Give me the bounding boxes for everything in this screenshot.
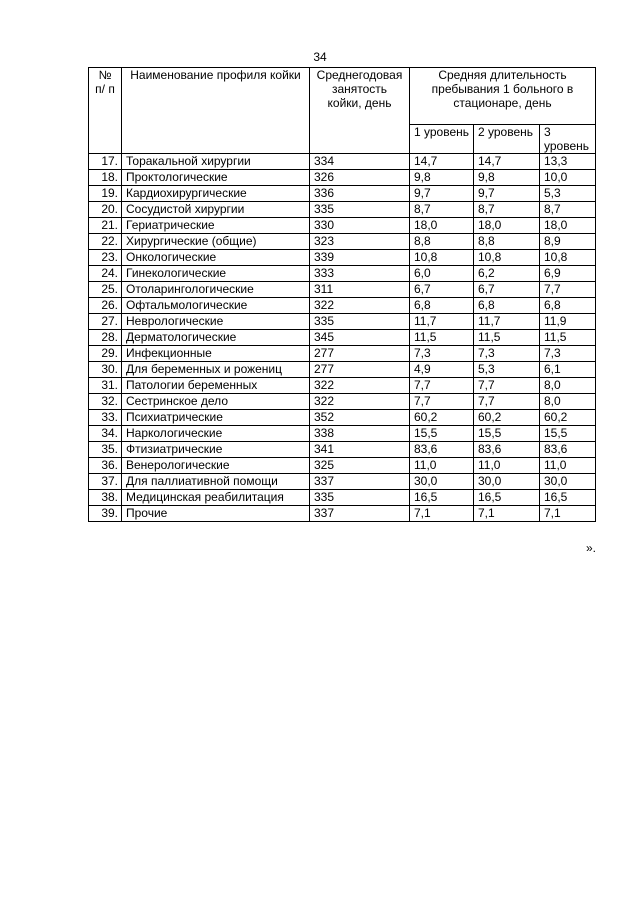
profile-name-cell: Торакальной хирургии [122,154,310,170]
occupancy-cell: 277 [310,346,410,362]
table-row [89,378,596,394]
row-number-cell: 17. [89,154,122,170]
level-3-cell: 11,5 [540,330,596,346]
profile-name-cell: Инфекционные [122,346,310,362]
profile-name-cell: Хирургические (общие) [122,234,310,250]
profile-name-cell: Венерологические [122,458,310,474]
level-3-cell: 10,0 [540,170,596,186]
level-1-cell: 18,0 [410,218,474,234]
level-3-cell: 60,2 [540,410,596,426]
level-1-cell: 7,7 [410,378,474,394]
occupancy-cell: 352 [310,410,410,426]
level-3-cell: 30,0 [540,474,596,490]
level-1-cell: 10,8 [410,250,474,266]
table-row [89,218,596,234]
level-1-cell: 7,7 [410,394,474,410]
level-1-cell: 16,5 [410,490,474,506]
level-2-cell: 14,7 [474,154,540,170]
closing-quote-mark: ». [586,541,597,555]
level-2-cell: 18,0 [474,218,540,234]
level-2-cell: 15,5 [474,426,540,442]
profile-name-cell: Прочие [122,506,310,522]
table-row [89,442,596,458]
table-row [89,426,596,442]
row-number-cell: 19. [89,186,122,202]
row-number-cell: 29. [89,346,122,362]
level-3-cell: 16,5 [540,490,596,506]
bed-profile-table [88,67,596,522]
profile-name-cell: Гериатрические [122,218,310,234]
level-2-cell: 8,7 [474,202,540,218]
table-row [89,250,596,266]
profile-name-cell: Сестринское дело [122,394,310,410]
profile-name-cell: Неврологические [122,314,310,330]
level-3-cell: 11,0 [540,458,596,474]
profile-name-cell: Проктологические [122,170,310,186]
profile-name-cell: Офтальмологические [122,298,310,314]
header-duration: Средняя длительность пребывания 1 больного в стационаре, день [410,68,596,125]
profile-name-cell: Гинекологические [122,266,310,282]
level-3-cell: 15,5 [540,426,596,442]
header-level-1: 1 уровень [410,125,474,154]
level-3-cell: 10,8 [540,250,596,266]
row-number-cell: 36. [89,458,122,474]
table-row [89,362,596,378]
table-row [89,314,596,330]
profile-name-cell: Кардиохирургические [122,186,310,202]
table-row [89,266,596,282]
level-1-cell: 8,8 [410,234,474,250]
occupancy-cell: 333 [310,266,410,282]
header-num: № п/ п [89,68,122,154]
occupancy-cell: 337 [310,474,410,490]
level-3-cell: 8,0 [540,378,596,394]
occupancy-cell: 325 [310,458,410,474]
occupancy-cell: 335 [310,314,410,330]
level-3-cell: 7,1 [540,506,596,522]
level-2-cell: 8,8 [474,234,540,250]
level-2-cell: 9,8 [474,170,540,186]
row-number-cell: 30. [89,362,122,378]
level-1-cell: 9,8 [410,170,474,186]
level-3-cell: 7,3 [540,346,596,362]
row-number-cell: 23. [89,250,122,266]
table-row [89,458,596,474]
level-3-cell: 8,9 [540,234,596,250]
row-number-cell: 35. [89,442,122,458]
level-1-cell: 6,7 [410,282,474,298]
occupancy-cell: 335 [310,490,410,506]
level-2-cell: 11,0 [474,458,540,474]
header-level-2: 2 уровень [474,125,540,154]
table-row [89,506,596,522]
row-number-cell: 26. [89,298,122,314]
level-2-cell: 83,6 [474,442,540,458]
level-1-cell: 15,5 [410,426,474,442]
level-3-cell: 6,8 [540,298,596,314]
level-1-cell: 11,7 [410,314,474,330]
level-2-cell: 7,3 [474,346,540,362]
level-1-cell: 30,0 [410,474,474,490]
level-2-cell: 60,2 [474,410,540,426]
table-row [89,490,596,506]
level-1-cell: 60,2 [410,410,474,426]
row-number-cell: 27. [89,314,122,330]
table-row [89,234,596,250]
row-number-cell: 22. [89,234,122,250]
table-row [89,202,596,218]
table-row [89,410,596,426]
level-3-cell: 7,7 [540,282,596,298]
occupancy-cell: 330 [310,218,410,234]
table-row [89,282,596,298]
profile-name-cell: Фтизиатрические [122,442,310,458]
table-header-row [89,68,596,125]
profile-name-cell: Медицинская реабилитация [122,490,310,506]
table-row [89,330,596,346]
profile-name-cell: Для паллиативной помощи [122,474,310,490]
level-2-cell: 6,8 [474,298,540,314]
row-number-cell: 39. [89,506,122,522]
level-3-cell: 6,9 [540,266,596,282]
row-number-cell: 25. [89,282,122,298]
level-1-cell: 9,7 [410,186,474,202]
level-3-cell: 6,1 [540,362,596,378]
row-number-cell: 38. [89,490,122,506]
header-name: Наименование профиля койки [122,68,310,154]
row-number-cell: 34. [89,426,122,442]
occupancy-cell: 336 [310,186,410,202]
occupancy-cell: 338 [310,426,410,442]
header-occupancy: Среднегодовая занятость койки, день [310,68,410,154]
level-3-cell: 83,6 [540,442,596,458]
row-number-cell: 20. [89,202,122,218]
level-2-cell: 9,7 [474,186,540,202]
profile-name-cell: Для беременных и рожениц [122,362,310,378]
occupancy-cell: 322 [310,378,410,394]
level-3-cell: 8,0 [540,394,596,410]
level-1-cell: 83,6 [410,442,474,458]
level-3-cell: 5,3 [540,186,596,202]
table-row [89,298,596,314]
level-2-cell: 11,7 [474,314,540,330]
profile-name-cell: Патологии беременных [122,378,310,394]
table-row [89,394,596,410]
page-number: 34 [313,50,327,64]
row-number-cell: 18. [89,170,122,186]
occupancy-cell: 326 [310,170,410,186]
profile-name-cell: Психиатрические [122,410,310,426]
table-row [89,474,596,490]
level-2-cell: 6,7 [474,282,540,298]
level-1-cell: 4,9 [410,362,474,378]
row-number-cell: 28. [89,330,122,346]
level-1-cell: 6,8 [410,298,474,314]
occupancy-cell: 311 [310,282,410,298]
row-number-cell: 37. [89,474,122,490]
level-2-cell: 7,7 [474,394,540,410]
level-1-cell: 14,7 [410,154,474,170]
level-1-cell: 11,0 [410,458,474,474]
level-3-cell: 8,7 [540,202,596,218]
occupancy-cell: 339 [310,250,410,266]
level-2-cell: 10,8 [474,250,540,266]
level-2-cell: 30,0 [474,474,540,490]
occupancy-cell: 322 [310,298,410,314]
header-level-3: 3 уровень [540,125,596,154]
profile-name-cell: Наркологические [122,426,310,442]
table-row [89,346,596,362]
row-number-cell: 24. [89,266,122,282]
row-number-cell: 32. [89,394,122,410]
level-3-cell: 11,9 [540,314,596,330]
occupancy-cell: 337 [310,506,410,522]
occupancy-cell: 335 [310,202,410,218]
level-1-cell: 7,3 [410,346,474,362]
occupancy-cell: 323 [310,234,410,250]
table-row [89,154,596,170]
occupancy-cell: 277 [310,362,410,378]
level-1-cell: 6,0 [410,266,474,282]
table-body [89,154,596,522]
level-1-cell: 8,7 [410,202,474,218]
table-row [89,186,596,202]
profile-name-cell: Дерматологические [122,330,310,346]
level-3-cell: 18,0 [540,218,596,234]
row-number-cell: 21. [89,218,122,234]
occupancy-cell: 341 [310,442,410,458]
level-1-cell: 11,5 [410,330,474,346]
occupancy-cell: 345 [310,330,410,346]
level-1-cell: 7,1 [410,506,474,522]
profile-name-cell: Онкологические [122,250,310,266]
level-2-cell: 11,5 [474,330,540,346]
level-2-cell: 16,5 [474,490,540,506]
level-3-cell: 13,3 [540,154,596,170]
row-number-cell: 33. [89,410,122,426]
occupancy-cell: 322 [310,394,410,410]
level-2-cell: 5,3 [474,362,540,378]
table-row [89,170,596,186]
level-2-cell: 7,7 [474,378,540,394]
row-number-cell: 31. [89,378,122,394]
profile-name-cell: Отоларингологические [122,282,310,298]
level-2-cell: 6,2 [474,266,540,282]
occupancy-cell: 334 [310,154,410,170]
level-2-cell: 7,1 [474,506,540,522]
profile-name-cell: Сосудистой хирургии [122,202,310,218]
